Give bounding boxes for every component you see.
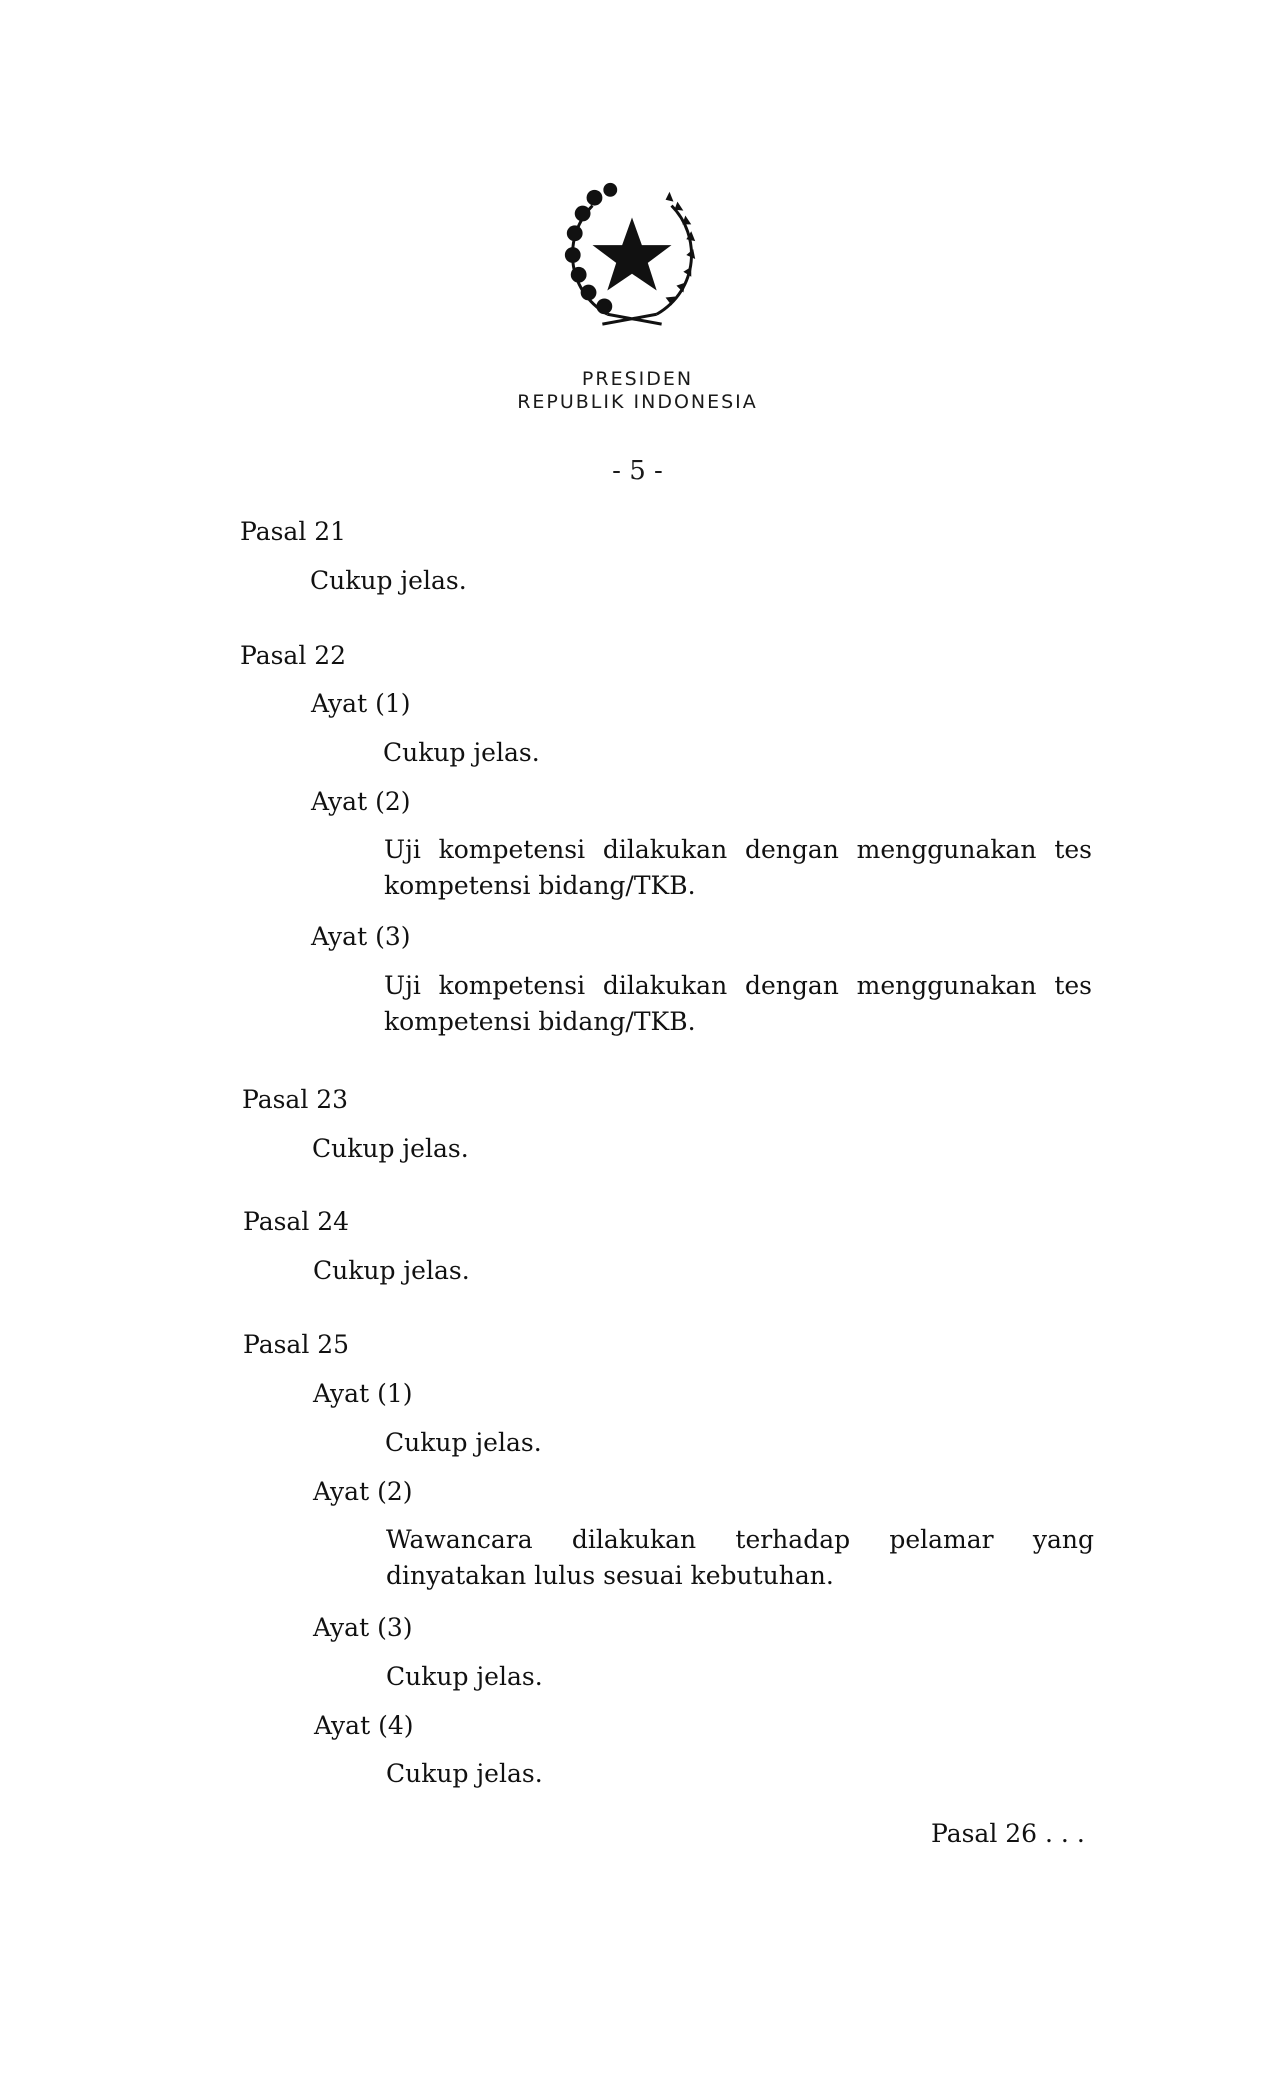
pasal-24-title: Pasal 24 (243, 1207, 350, 1236)
header-title-line1: PRESIDEN (581, 368, 694, 390)
pasal-25-ayat-3-text: Cukup jelas. (386, 1662, 543, 1691)
header-title-line2: REPUBLIK INDONESIA (517, 391, 758, 413)
pasal-22-ayat-2-label: Ayat (2) (311, 787, 411, 816)
pasal-24-text: Cukup jelas. (313, 1256, 470, 1285)
pasal-25-ayat-2-label: Ayat (2) (313, 1477, 413, 1506)
pasal-25-ayat-1-label: Ayat (1) (313, 1379, 413, 1408)
pasal-22-ayat-3-text: Uji kompetensi dilakukan dengan menggunakan tes kompetensi bidang/TKB. (384, 971, 1092, 1036)
next-page-reference: Pasal 26 . . . (931, 1819, 1085, 1848)
pasal-23-title: Pasal 23 (242, 1085, 349, 1114)
pasal-22-ayat-1-text: Cukup jelas. (383, 738, 540, 767)
page-number: - 5 - (612, 456, 663, 486)
pasal-22-title: Pasal 22 (240, 641, 347, 670)
pasal-25-ayat-3-label: Ayat (3) (313, 1613, 413, 1642)
pasal-22-ayat-3-label: Ayat (3) (311, 922, 411, 951)
pasal-21-text: Cukup jelas. (310, 566, 467, 595)
pasal-22-ayat-1-label: Ayat (1) (311, 689, 411, 718)
pasal-25-title: Pasal 25 (243, 1330, 350, 1359)
pasal-25-ayat-2-text: Wawancara dilakukan terhadap pelamar yang dinyatakan lulus sesuai kebutuhan. (386, 1525, 1094, 1590)
pasal-21-title: Pasal 21 (240, 517, 347, 546)
pasal-25-ayat-1-text: Cukup jelas. (385, 1428, 542, 1457)
pasal-25-ayat-4-text: Cukup jelas. (386, 1759, 543, 1788)
pasal-25-ayat-4-label: Ayat (4) (314, 1711, 414, 1740)
pasal-23-text: Cukup jelas. (312, 1134, 469, 1163)
garuda-star-emblem-icon (553, 175, 711, 335)
pasal-22-ayat-2-text: Uji kompetensi dilakukan dengan menggunakan tes kompetensi bidang/TKB. (384, 835, 1092, 900)
